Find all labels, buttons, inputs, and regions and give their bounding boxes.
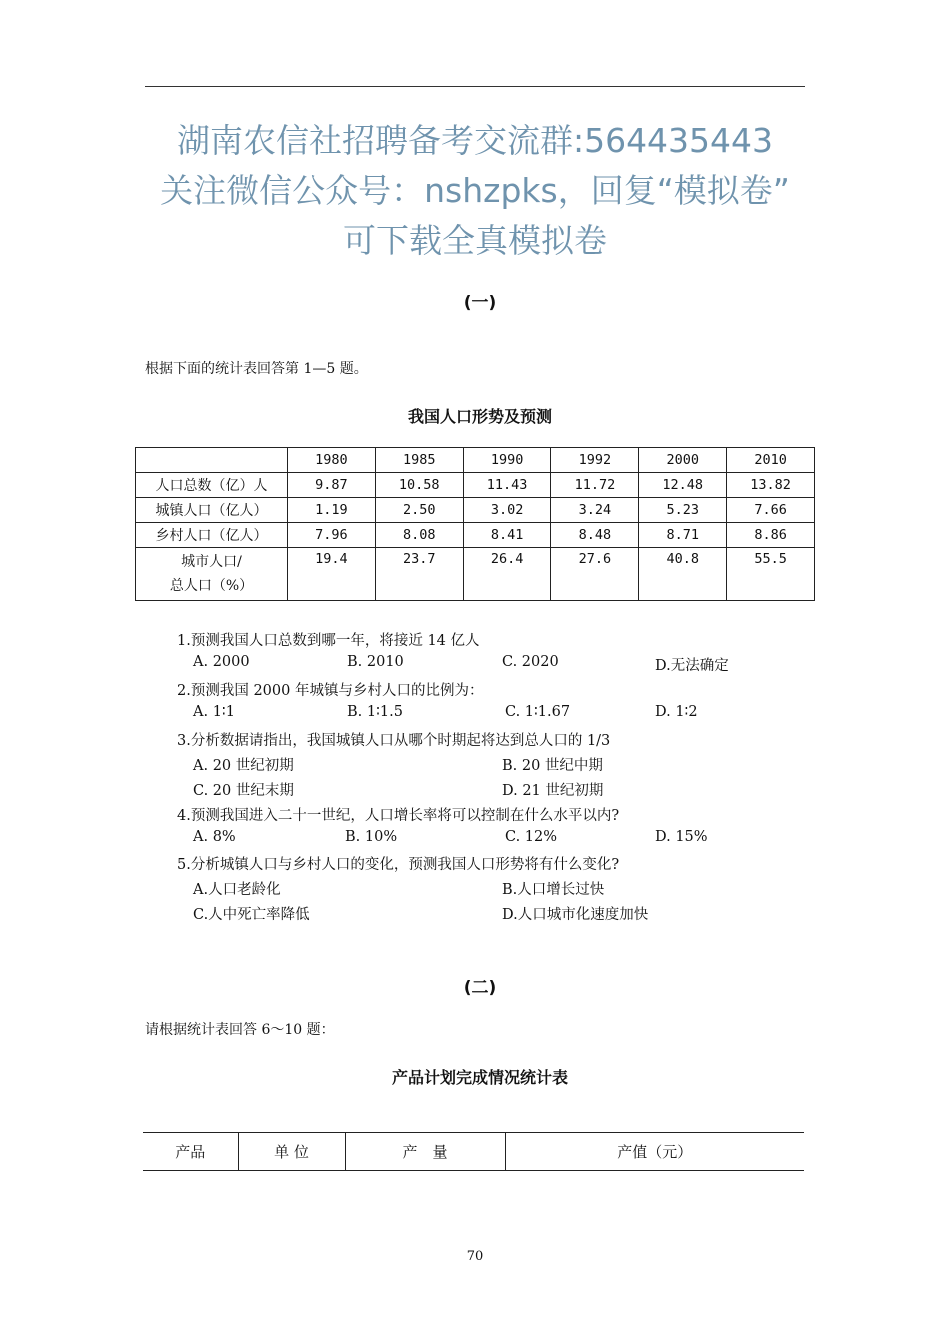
option: C.人中死亡率降低 [193,907,310,923]
option: A. 1∶1 [193,704,235,720]
table-cell: 26.4 [463,548,551,601]
option: C. 20 世纪末期 [193,783,294,799]
option: D. 15% [655,829,708,845]
table-cell: 5.23 [639,498,727,523]
year-cell: 2000 [639,448,727,473]
table-cell: 8.71 [639,523,727,548]
question-5: 5.分析城镇人口与乡村人口的变化，预测我国人口形势将有什么变化? [177,857,620,873]
option: B. 20 世纪中期 [502,758,603,774]
header-cell: 单 位 [238,1133,345,1171]
table-cell: 19.4 [288,548,376,601]
table-row [136,473,815,498]
row-label-line-2: 总人口（%） [169,578,254,594]
table-cell: 9.87 [288,473,376,498]
option: C. 12% [505,829,558,845]
table-cell: 2.50 [375,498,463,523]
header-rule [145,86,805,87]
option: D.人口城市化速度加快 [502,907,649,923]
table-cell: 1.19 [288,498,376,523]
population-table-title: 我国人口形势及预测 [407,407,552,426]
product-table [143,1132,804,1171]
option: B.人口增长过快 [502,882,605,898]
table-cell: 12.48 [639,473,727,498]
header-cell: 产值（元） [505,1133,804,1171]
table-cell: 55.5 [727,548,815,601]
table-cell: 7.66 [727,498,815,523]
option: B. 2010 [347,654,404,670]
row-label: 城镇人口（亿人） [136,498,288,523]
year-cell: 1985 [375,448,463,473]
question-3: 3.分析数据请指出，我国城镇人口从哪个时期起将达到总人口的 1/3 [177,733,611,749]
table-cell: 8.48 [551,523,639,548]
table-cell: 7.96 [288,523,376,548]
year-cell: 1990 [463,448,551,473]
option: A. 20 世纪初期 [193,758,294,774]
banner-line-3: 可下载全真模拟卷 [343,221,607,260]
table-row [136,548,815,601]
option: A.人口老龄化 [193,882,281,898]
table-row [136,523,815,548]
table-cell: 11.43 [463,473,551,498]
section-1-heading: (一) [463,293,497,313]
row-label: 乡村人口（亿人） [136,523,288,548]
table-cell: 8.86 [727,523,815,548]
question-1: 1.预测我国人口总数到哪一年，将接近 14 亿人 [177,633,480,649]
section-2-intro: 请根据统计表回答 6～10 题： [145,1022,335,1038]
table-header-row [136,448,815,473]
row-label-line-1: 城市人口/ [181,554,242,570]
table-cell: 10.58 [375,473,463,498]
table-cell: 40.8 [639,548,727,601]
page-number: 70 [466,1249,484,1264]
banner-line-2: 关注微信公众号：nshzpks，回复“模拟卷” [160,171,790,210]
row-label: 人口总数（亿）人 [136,473,288,498]
option: D. 21 世纪初期 [502,783,604,799]
table-row [136,498,815,523]
table-cell: 8.41 [463,523,551,548]
table-cell: 3.24 [551,498,639,523]
option: A. 8% [193,829,236,845]
table-cell: 3.02 [463,498,551,523]
row-label [136,548,288,601]
option: D. 1∶2 [655,704,698,720]
product-table-title: 产品计划完成情况统计表 [391,1068,568,1087]
option: B. 10% [345,829,398,845]
banner-line-1: 湖南农信社招聘备考交流群:564435443 [176,121,774,160]
table-corner-cell [136,448,288,473]
question-4: 4.预测我国进入二十一世纪，人口增长率将可以控制在什么水平以内? [177,808,620,824]
table-header-row [143,1133,804,1171]
table-cell: 23.7 [375,548,463,601]
table-cell: 11.72 [551,473,639,498]
question-2: 2.预测我国 2000 年城镇与乡村人口的比例为： [177,683,484,699]
year-cell: 1980 [288,448,376,473]
year-cell: 2010 [727,448,815,473]
section-1-intro: 根据下面的统计表回答第 1—5 题。 [145,361,368,377]
table-cell: 13.82 [727,473,815,498]
table-cell: 8.08 [375,523,463,548]
option: C. 2020 [502,654,559,670]
header-cell: 产 量 [345,1133,505,1171]
header-cell: 产品 [143,1133,238,1171]
year-cell: 1992 [551,448,639,473]
option: D.无法确定 [655,658,729,674]
section-2-heading: (二) [463,978,497,998]
option: B. 1∶1.5 [347,704,403,720]
option: C. 1∶1.67 [505,704,571,720]
option: A. 2000 [193,654,250,670]
table-cell: 27.6 [551,548,639,601]
population-table [135,447,815,601]
